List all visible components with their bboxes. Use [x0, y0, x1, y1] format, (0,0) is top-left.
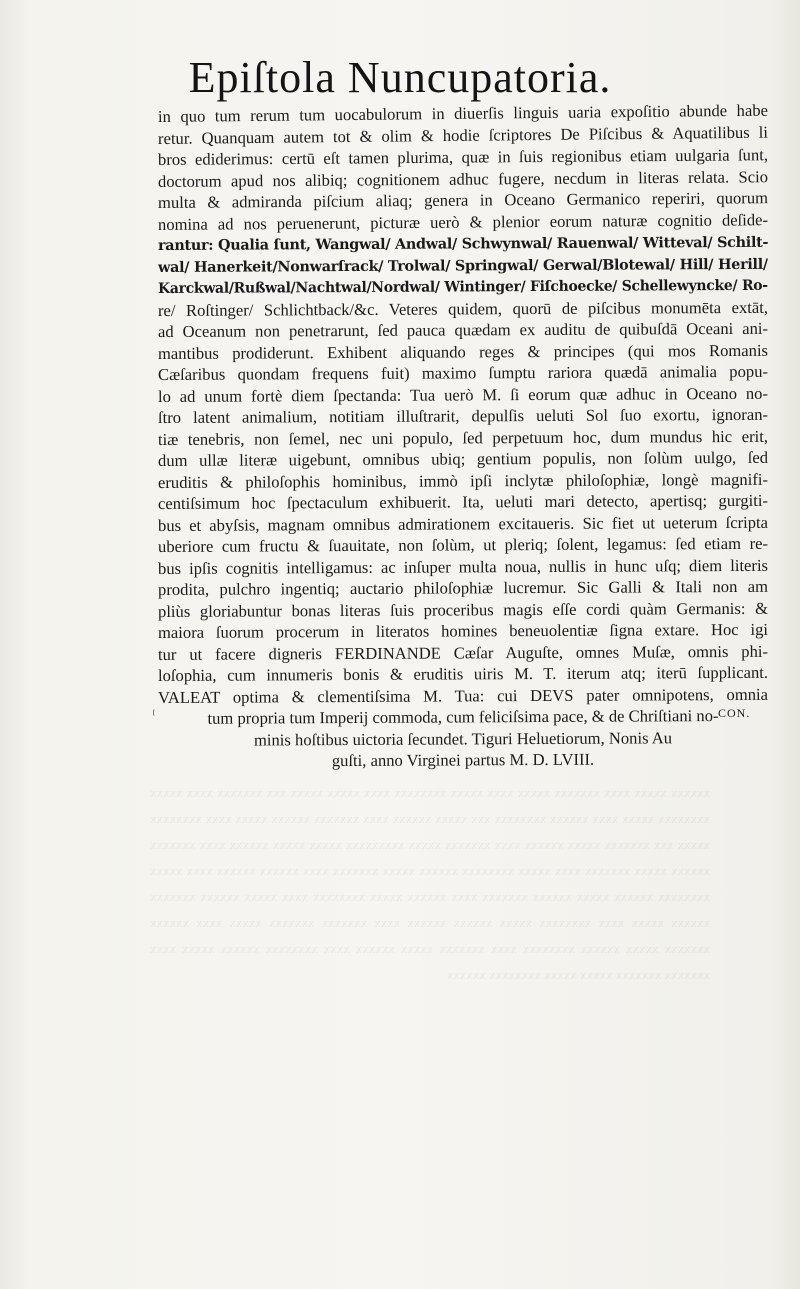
text-line: bus ipſis cognitis intelligamus: ac inſuper multa noua, nullis in hunc uſq; diem literis: [157, 555, 769, 578]
text-line: Karckwal/Rußwal/Nachtwal/Nordwal/ Wintinger/ Fiſchoecke/ Schellewyncke/ Ro-: [157, 276, 768, 297]
text-line: in quo tum rerum tum uocabulorum in diuerſis linguis uaria expoſitio abunde habe: [157, 100, 769, 126]
text-line: pliùs gloriabuntur bonas literas ſuis proceribus magis eſſe cordi quàm Germanis: &: [157, 598, 769, 621]
text-line: eruditis & philoſophis hominibus, immò ipſi inclytæ philoſophiæ, longè magnifi-: [157, 469, 769, 492]
text-line: tiæ tenebris, non ſemel, nec uni populo, ſed perpetuum hoc, dum mundus hic erit,: [157, 426, 769, 449]
catchword: CON.: [718, 706, 751, 720]
show-through-from-reverse: xxxxxx xxxxx xxxx xxxxxxx xxxxx xxxx xxxxx xxxxxxxx xxxx xxxxx xxxxx xxx xxxxxxx xxxx xxxxx xxxxxxxx xxxxx xxxx xxxxxx xxxxxxxx xxx xxxxx xxxxxx xxxx xxxxxxx xxxxxx xxxxx xxxx xxxxxxxx xxxxx xxx xxxxxxx xxxxx xxxxxx xxxx xxxxxxx xxxxx xxxxxxxxx xxxxx xxxxx xxxxxx xxxx xxxxxxx xxxxxx xxxxx xxxxxxx xxxx xxxxx xxxxxxxx xxxxxx xxxxx xxxxxxx xxxx xxxxxx xxxxxx xxxx xxxxx xxxxxxxx xxxxxx xxxxx xxxxxx xxxxxxx xxxx xxxxxx xxxxx xxxxxxxx xxxx xxxxx xxxxxx xxxxxxx xxxxxx xxxxx xxxx xxxxxxxx xxxxx xxxxxx xxxxxx xxxx xxxxxxx xxxxxxx xxxxx xxxx xxxxxx xxxxxxx xxxxx xxxxxx xxxxxxxx xxxx xxxxxxx xxxxx xxxxxx xxxx xxxxxxxx xxxxxx xxxxx xxxx xxxxxxx xxxxxxx xxxxx xxxxx xxxxxxxx xxxxxx: [150, 785, 710, 982]
text-line: ad Oceanum non penetrarunt, ſed pauca quædam ex auditu de quibuſdā Oceani ani-: [157, 318, 769, 341]
page-title: Epiſtola Nuncupatoria.: [188, 53, 612, 102]
text-line: retur. Quanquam autem tot & olim & hodie ſcriptores De Piſcibus & Aquatilibus li: [157, 122, 769, 148]
text-line: rantur: Qualia ſunt, Wangwal/ Andwal/ Schwynwal/ Rauenwal/ Witteval/ Schilt-: [157, 233, 769, 254]
text-line: prodita, pulchro ingentiq; auctario philoſophiæ lucremur. Sic Galli & Itali non am: [157, 576, 769, 599]
text-line: re/ Roſtinger/ Schlichtback/&c. Veteres quidem, quorū de piſcibus monumēta extāt,: [157, 297, 769, 320]
text-line: bros ediderimus: certū eſt tamen plurima, quæ in ſuis regionibus etiam uulgaria ſunt,: [157, 145, 769, 169]
text-line: VALEAT optima & clementiſsima M. Tua: cui DEVS pater omnipotens, omnia: [157, 684, 769, 707]
letter-body: [157, 100, 769, 773]
text-line: bus et abyſsis, magnam omnibus admirationem excitaueris. Sic fiet ut ueterum ſcripta: [157, 512, 769, 535]
text-line: wal/ Hanerkeit/Nonwarſrack/ Trolwal/ Springwal/ Gerwal/Blotewal/ Hill/ Herill/: [157, 255, 768, 276]
text-line: tum propria tum Imperij commoda, cum feliciſsima pace, & de Chriſtiani no-: [207, 706, 719, 728]
text-line: dum ullæ literæ uigebunt, omnibus ubiq; gentium populis, non ſolùm uulgo, ſed: [157, 447, 769, 470]
text-line: maiora ſuorum procerum in literatos homines beneuolentiæ ſigna extare. Hoc igi: [157, 619, 769, 642]
margin-mark: [153, 709, 158, 716]
text-line: minis hoſtibus uictoria ſecundet. Tiguri Heluetiorum, Nonis Au: [253, 727, 673, 749]
text-line: loſophia, cum innumeris bonis & eruditis uiris M. T. iterum atq; iterū ſupplicant.: [157, 662, 769, 685]
text-line: mantibus prodiderunt. Exhibent aliquando reges & principes (qui mos Romanis: [157, 340, 769, 363]
text-line: doctorum apud nos alibiq; cognitionem adhuc fugere, necdum in literas relata. Scio: [157, 166, 769, 191]
text-line: ſtro latent animalium, notitiam illuſtrarit, depulſis ueluti Sol ſuo exortu, ignoran-: [157, 404, 769, 427]
text-line: Cæſaribus quondam frequens fuit) maximo ſumptu rariora quædā animalia popu-: [157, 361, 769, 384]
text-line: centiſsimum hoc ſpectaculum exhibuerit. Ita, ueluti mari detecto, apertisq; gurgiti-: [157, 490, 769, 513]
text-line: nomina ad nos peruenerunt, picturæ uerò & plenior eorum naturæ cognitio deſide-: [157, 209, 769, 234]
text-line: multa & admiranda piſcium aliaq; genera in Oceano Germanico reperiri, quorum: [157, 188, 769, 212]
text-line: lo ad unum fortè diem ſpectanda: Tua uerò M. ſi eorum quæ adhuc in Oceano no-: [157, 383, 769, 406]
text-line: guſti, anno Virginei partus M. D. LVIII.: [331, 749, 595, 771]
text-line: uberiore cum fructu & ſuauitate, non ſolùm, ut pleriq; ſolent, legamus: ſed etiam re-: [157, 533, 769, 556]
text-line: tur ut facere digneris FERDINANDE Cæſar Auguſte, omnes Muſæ, omnis phi-: [157, 641, 769, 664]
